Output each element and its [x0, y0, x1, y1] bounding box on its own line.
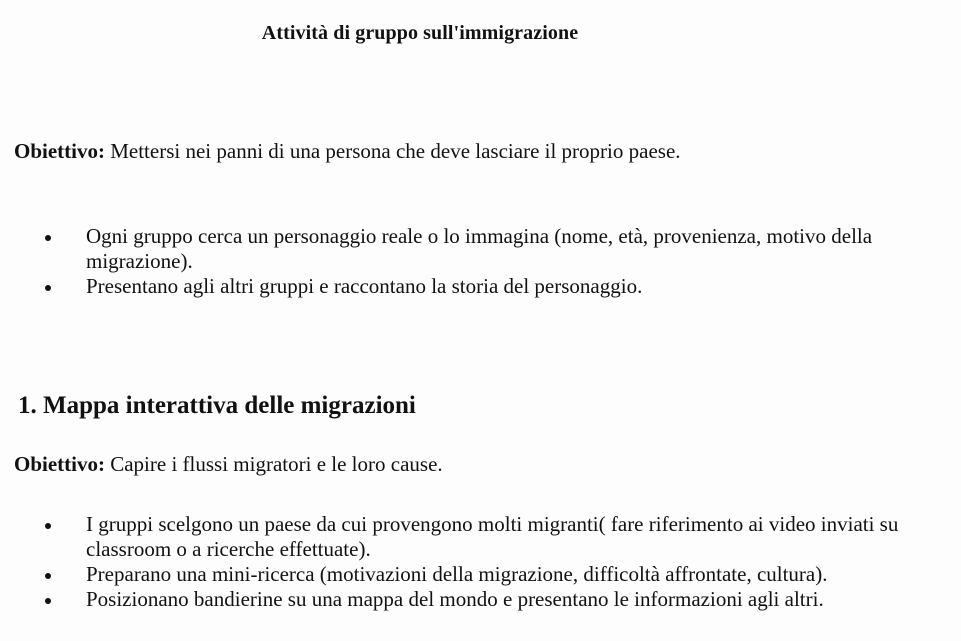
list-item — [0, 224, 961, 274]
list-item-text: I gruppi scelgono un paese da cui provengono molti migranti( fare riferimento ai video inviati su classroom o a ricerche effettuate). — [86, 512, 899, 561]
bullet-icon — [45, 573, 51, 579]
list-item — [0, 587, 961, 612]
list-item-text: Preparano una mini-ricerca (motivazioni della migrazione, difficoltà affrontate, cultura). — [86, 562, 828, 586]
objective-2 — [14, 452, 443, 477]
list-item-text: Posizionano bandierine su una mappa del mondo e presentano le informazioni agli altri. — [86, 587, 824, 611]
objective-1 — [14, 139, 681, 164]
list-item — [0, 512, 961, 562]
objective-1-text: Mettersi nei panni di una persona che deve lasciare il proprio paese. — [104, 139, 681, 163]
objective-2-text: Capire i flussi migratori e le loro cause. — [104, 452, 443, 476]
bullet-list-1 — [0, 224, 961, 299]
objective-1-label: Obiettivo: — [14, 139, 105, 163]
list-item — [0, 274, 961, 299]
list-item — [0, 562, 961, 587]
list-item-text: Ogni gruppo cerca un personaggio reale o lo immagina (nome, età, provenienza, motivo della migrazione). — [86, 224, 873, 273]
bullet-icon — [45, 523, 51, 529]
objective-2-label: Obiettivo: — [14, 452, 105, 476]
bullet-list-2 — [0, 512, 961, 612]
section-heading: 1. Mappa interattiva delle migrazioni — [18, 392, 416, 419]
bullet-icon — [45, 598, 51, 604]
bullet-icon — [45, 235, 51, 241]
bullet-icon — [45, 285, 51, 291]
list-item-text: Presentano agli altri gruppi e raccontano la storia del personaggio. — [86, 274, 643, 298]
document-title: Attività di gruppo sull'immigrazione — [261, 22, 579, 44]
